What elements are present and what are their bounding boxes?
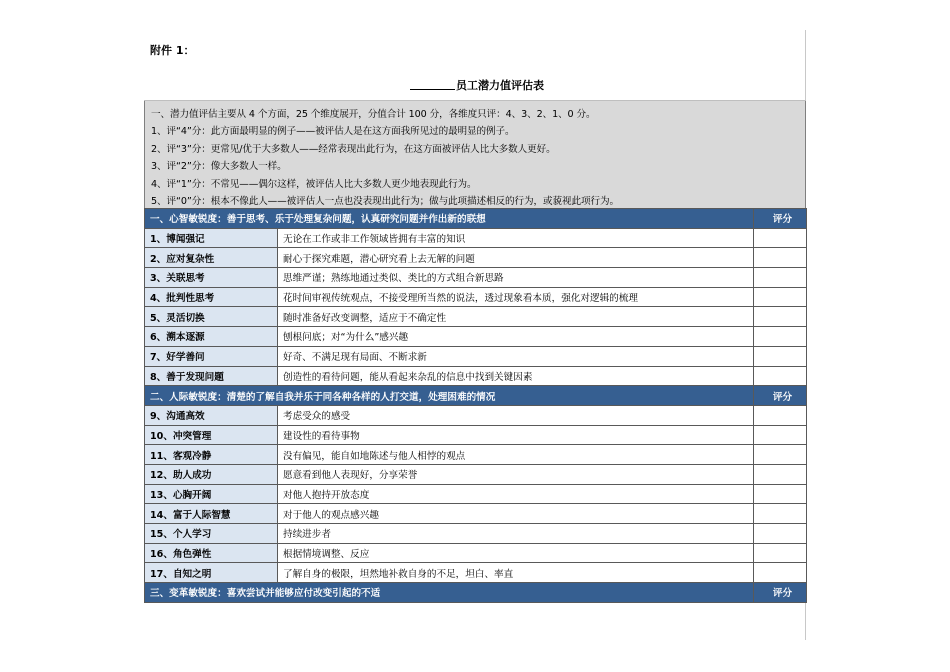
- dimension-description: 耐心于探究难题，潜心研究看上去无解的问题: [278, 248, 754, 268]
- dimension-description: 刨根问底；对“为什么”感兴趣: [278, 327, 754, 347]
- table-row: [145, 307, 807, 327]
- score-column-header: 评分: [754, 209, 807, 229]
- dimension-description: 持续进步者: [278, 524, 754, 544]
- section-title: 一、心智敏锐度：善于思考、乐于处理复杂问题，认真研究问题并作出新的联想: [145, 209, 754, 229]
- dimension-description: 了解自身的极限，坦然地补救自身的不足，坦白、率直: [278, 563, 754, 583]
- dimension-description: 考虑受众的感受: [278, 405, 754, 425]
- dimension-name: 13、心胸开阔: [145, 484, 278, 504]
- title-text: 员工潜力值评估表: [456, 79, 544, 92]
- dimension-name: 8、善于发现问题: [145, 366, 278, 386]
- score-column-header: 评分: [754, 583, 807, 603]
- section-title: 二、人际敏锐度：清楚的了解自我并乐于同各种各样的人打交道，处理困难的情况: [145, 386, 754, 406]
- dimension-name: 15、个人学习: [145, 524, 278, 544]
- table-row: [145, 445, 807, 465]
- intro-line: 3、评“2”分：像大多数人一样。: [151, 161, 287, 172]
- dimension-description: 无论在工作或非工作领域皆拥有丰富的知识: [278, 228, 754, 248]
- table-row: [145, 228, 807, 248]
- score-cell[interactable]: [754, 445, 807, 465]
- dimension-name: 6、溯本逐源: [145, 327, 278, 347]
- title-blank-line: [410, 78, 455, 90]
- dimension-description: 随时准备好改变调整，适应于不确定性: [278, 307, 754, 327]
- dimension-name: 3、关联思考: [145, 268, 278, 288]
- dimension-name: 7、好学善问: [145, 346, 278, 366]
- dimension-description: 思维严谨；熟练地通过类似、类比的方式组合新思路: [278, 268, 754, 288]
- section-header-row: [145, 209, 807, 229]
- dimension-description: 建设性的看待事物: [278, 425, 754, 445]
- score-column-header: 评分: [754, 386, 807, 406]
- dimension-name: 10、冲突管理: [145, 425, 278, 445]
- table-row: [145, 425, 807, 445]
- score-cell[interactable]: [754, 543, 807, 563]
- dimension-name: 17、自知之明: [145, 563, 278, 583]
- score-cell[interactable]: [754, 327, 807, 347]
- table-row: [145, 484, 807, 504]
- score-cell[interactable]: [754, 366, 807, 386]
- score-cell[interactable]: [754, 228, 807, 248]
- dimension-name: 1、博闻强记: [145, 228, 278, 248]
- score-cell[interactable]: [754, 524, 807, 544]
- score-cell[interactable]: [754, 484, 807, 504]
- dimension-name: 12、助人成功: [145, 464, 278, 484]
- dimension-name: 5、灵活切换: [145, 307, 278, 327]
- score-cell[interactable]: [754, 268, 807, 288]
- table-row: [145, 366, 807, 386]
- dimension-name: 11、客观冷静: [145, 445, 278, 465]
- dimension-description: 根据情境调整、反应: [278, 543, 754, 563]
- dimension-name: 14、富于人际智慧: [145, 504, 278, 524]
- table-row: [145, 563, 807, 583]
- section-header-row: [145, 583, 807, 603]
- section-header-row: [145, 386, 807, 406]
- dimension-description: 对他人抱持开放态度: [278, 484, 754, 504]
- table-row: [145, 248, 807, 268]
- dimension-name: 4、批判性思考: [145, 287, 278, 307]
- score-cell[interactable]: [754, 346, 807, 366]
- dimension-name: 16、角色弹性: [145, 543, 278, 563]
- dimension-description: 没有偏见，能自如地陈述与他人相悖的观点: [278, 445, 754, 465]
- attachment-label: 附件 1：: [150, 44, 195, 57]
- table-row: [145, 504, 807, 524]
- score-cell[interactable]: [754, 464, 807, 484]
- dimension-name: 2、应对复杂性: [145, 248, 278, 268]
- intro-line: 2、评“3”分：更常见/优于大多数人——经常表现出此行为，在这方面被评估人比大多数人更好。: [151, 144, 556, 155]
- table-row: [145, 346, 807, 366]
- intro-line: 1、评“4”分：此方面最明显的例子——被评估人是在这方面我所见过的最明显的例子。: [151, 126, 515, 137]
- intro-line: 4、评“1”分：不常见——偶尔这样，被评估人比大多数人更少地表现此行为。: [151, 179, 477, 190]
- dimension-description: 创造性的看待问题，能从看起来杂乱的信息中找到关键因素: [278, 366, 754, 386]
- dimension-name: 9、沟通高效: [145, 405, 278, 425]
- intro-line: 5、评“0”分：根本不像此人——被评估人一点也没表现出此行为；做与此项描述相反的行为，或藐视此项行为。: [151, 196, 619, 207]
- evaluation-table: [144, 208, 807, 603]
- table-row: [145, 543, 807, 563]
- table-row: [145, 268, 807, 288]
- table-row: [145, 327, 807, 347]
- score-cell[interactable]: [754, 563, 807, 583]
- dimension-description: 对于他人的观点感兴趣: [278, 504, 754, 524]
- score-cell[interactable]: [754, 405, 807, 425]
- score-cell[interactable]: [754, 504, 807, 524]
- table-row: [145, 287, 807, 307]
- intro-line: 一、潜力值评估主要从 4 个方面，25 个维度展开，分值合计 100 分，各维度只评：4、3、2、1、0 分。: [151, 109, 596, 120]
- table-row: [145, 464, 807, 484]
- table-row: [145, 524, 807, 544]
- score-cell[interactable]: [754, 425, 807, 445]
- scoring-instructions: [144, 101, 806, 208]
- score-cell[interactable]: [754, 307, 807, 327]
- dimension-description: 好奇、不满足现有局面、不断求新: [278, 346, 754, 366]
- table-row: [145, 405, 807, 425]
- score-cell[interactable]: [754, 287, 807, 307]
- section-title: 三、变革敏锐度：喜欢尝试并能够应付改变引起的不适: [145, 583, 754, 603]
- page-title: [410, 77, 544, 93]
- dimension-description: 花时间审视传统观点，不接受理所当然的说法，透过现象看本质，强化对逻辑的梳理: [278, 287, 754, 307]
- dimension-description: 愿意看到他人表现好，分享荣誉: [278, 464, 754, 484]
- score-cell[interactable]: [754, 248, 807, 268]
